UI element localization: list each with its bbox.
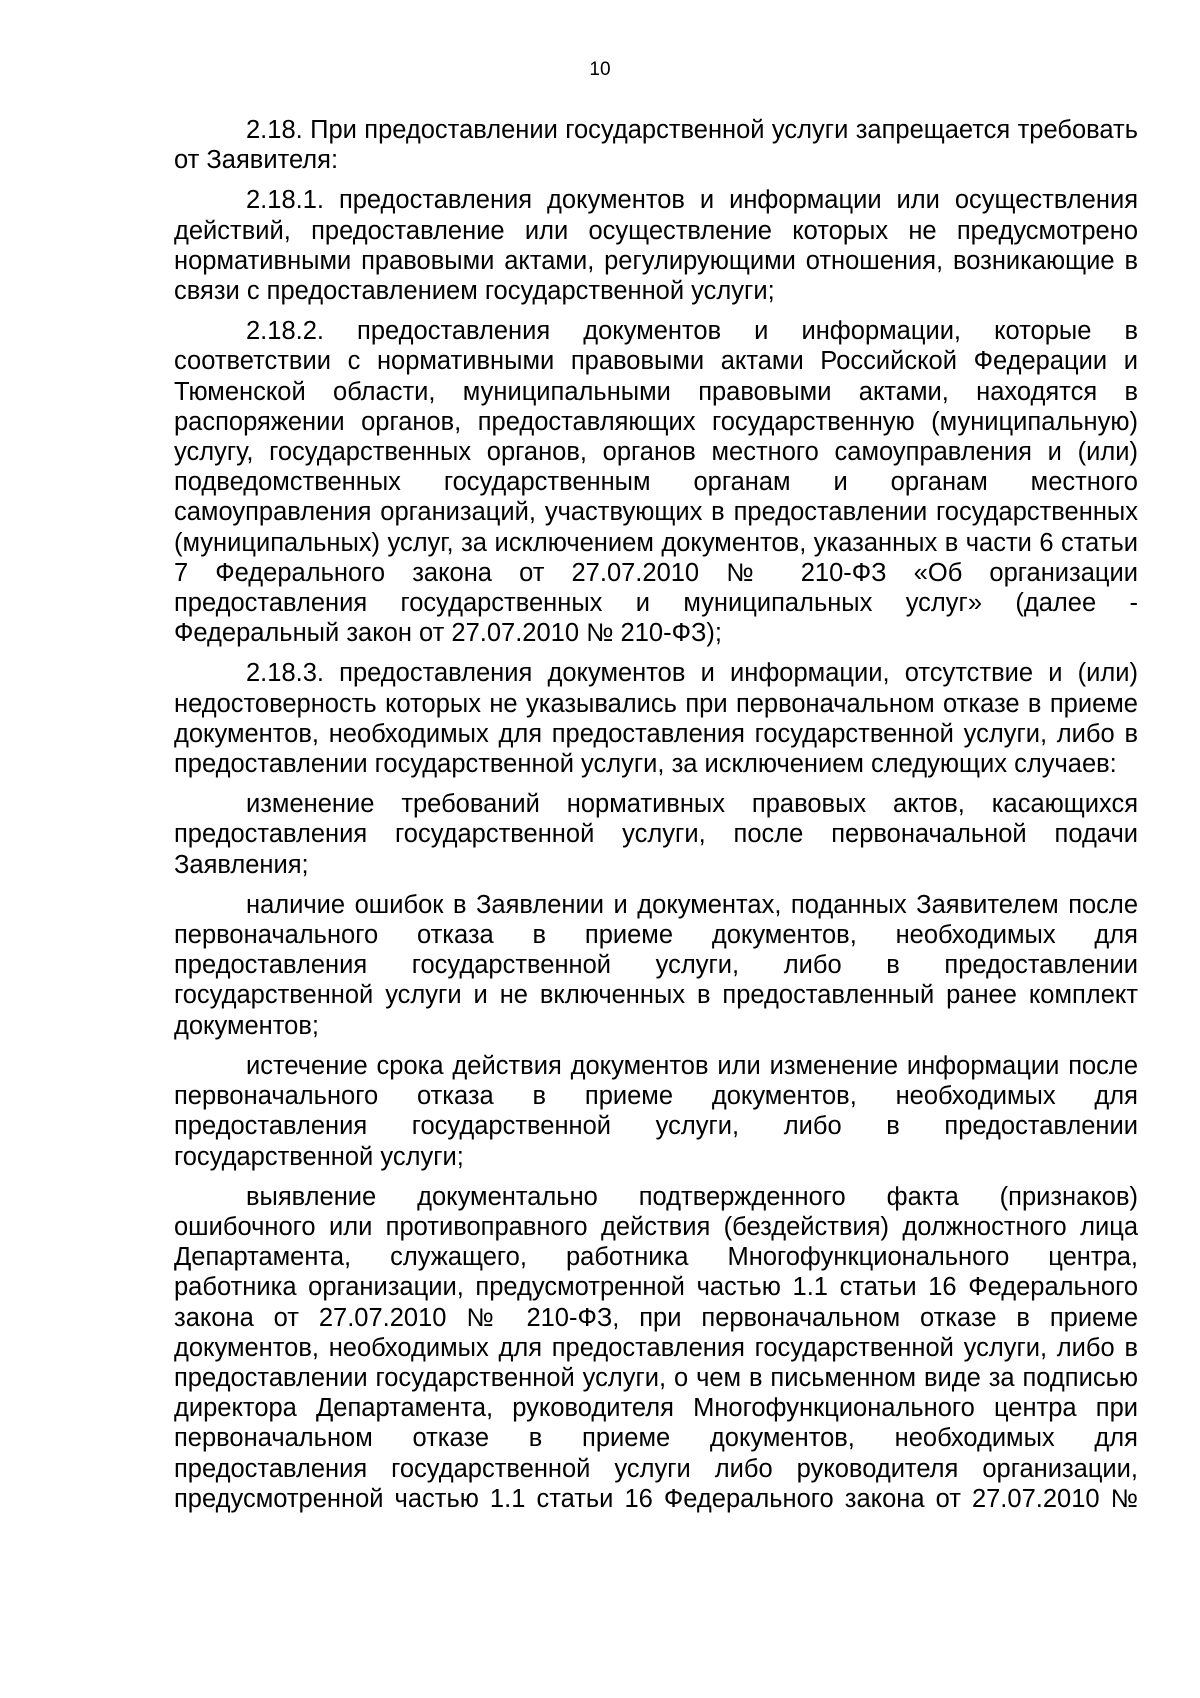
paragraph-case-misconduct: выявление документально подтвержденного факта (признаков) ошибочного или противоправного действия (бездействия) должностного лица Департамента, служащего, работника Многофункционального центра, работника организации, предусмотренной частью 1.1 статьи 16 Федерального закона от 27.07.2010 № 210-ФЗ, при первоначальном отказе в приеме документов, необходимых для предоставления государственной услуги, либо в предоставлении государственной услуги, о чем в письменном виде за подписью директора Департамента, руководителя Многофункционального центра при первоначальном отказе в приеме документов, необходимых для предоставления государственной услуги либо руководителя организации, предусмотренной частью 1.1 статьи 16 Федерального закона от 27.07.2010 № [174,1182,1138,1513]
paragraph-case-requirements-change: изменение требований нормативных правовых актов, касающихся предоставления государственной услуги, после первоначальной подачи Заявления; [174,790,1138,879]
paragraph-2-18-3: 2.18.3. предоставления документов и информации, отсутствие и (или) недостоверность которых не указывались при первоначальном отказе в приеме документов, необходимых для предоставления государственной услуги, либо в предоставлении государственной услуги, за исключением следующих случаев: [174,659,1138,779]
paragraph-case-errors: наличие ошибок в Заявлении и документах, поданных Заявителем после первоначального отказа в приеме документов, необходимых для предоставления государственной услуги, либо в предоставлении государственной услуги и не включенных в предоставленный ранее комплект документов; [174,890,1138,1040]
paragraph-2-18: 2.18. При предоставлении государственной услуги запрещается требовать от Заявителя: [174,116,1138,175]
page-number: 10 [589,59,611,80]
paragraph-2-18-2: 2.18.2. предоставления документов и информации, которые в соответствии с нормативными правовыми актами Российской Федерации и Тюменской области, муниципальными правовыми актами, находятся в распоряжении органов, предоставляющих государственную (муниципальную) услугу, государственных органов, органов местного самоуправления и (или) подведомственных государственным органам и органам местного самоуправления организаций, участвующих в предоставлении государственных (муниципальных) услуг, за исключением документов, указанных в части 6 статьи 7 Федерального закона от 27.07.2010 № 210-ФЗ «Об организации предоставления государственных и муниципальных услуг» (далее - Федеральный закон от 27.07.2010 № 210-ФЗ); [174,317,1138,648]
paragraph-2-18-1: 2.18.1. предоставления документов и информации или осуществления действий, предоставление или осуществление которых не предусмотрено нормативными правовыми актами, регулирующими отношения, возникающие в связи с предоставлением государственной услуги; [174,186,1138,306]
document-body [174,115,1138,1524]
paragraph-case-expiry: истечение срока действия документов или изменение информации после первоначального отказа в приеме документов, необходимых для предоставления государственной услуги, либо в предоставлении государственной услуги; [174,1051,1138,1171]
